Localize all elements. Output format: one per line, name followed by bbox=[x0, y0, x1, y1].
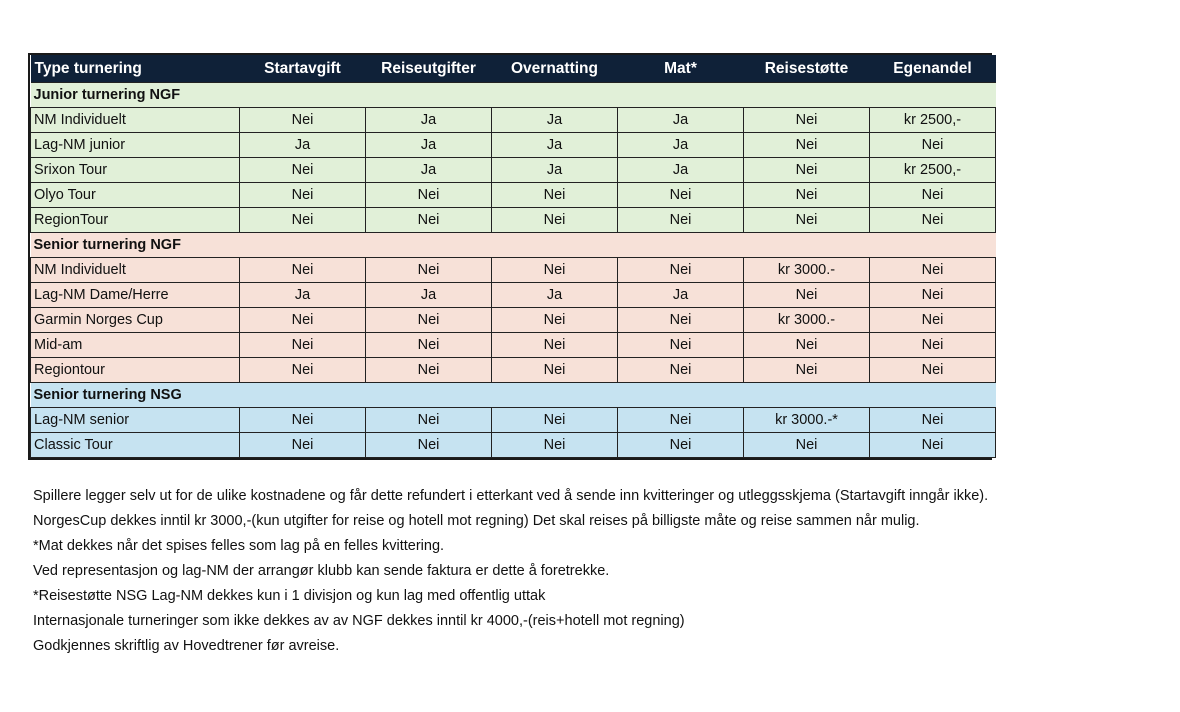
table-cell: Nei bbox=[618, 208, 744, 233]
table-cell: Nei bbox=[366, 433, 492, 458]
table-cell: Nei bbox=[870, 433, 996, 458]
note-internasjonale: Internasjonale turneringer som ikke dekkes av av NGF dekkes inntil kr 4000,-(reis+hotell mot regning) bbox=[33, 613, 685, 629]
tournament-name-cell: Garmin Norges Cup bbox=[31, 308, 240, 333]
section-header-row bbox=[31, 233, 996, 258]
table-cell: Nei bbox=[366, 333, 492, 358]
header-startavgift: Startavgift bbox=[240, 55, 366, 83]
table-cell: Ja bbox=[240, 283, 366, 308]
table-cell: Ja bbox=[366, 133, 492, 158]
footnotes bbox=[33, 484, 988, 659]
table-cell: Nei bbox=[366, 308, 492, 333]
table-cell: Nei bbox=[240, 183, 366, 208]
table-cell: Nei bbox=[240, 258, 366, 283]
tournament-name-cell: NM Individuelt bbox=[31, 108, 240, 133]
tournament-name-cell: Lag-NM senior bbox=[31, 408, 240, 433]
table-cell: Nei bbox=[492, 308, 618, 333]
table-cell: Nei bbox=[618, 308, 744, 333]
table-cell: Nei bbox=[744, 183, 870, 208]
table-cell: Ja bbox=[366, 158, 492, 183]
table-cell: Nei bbox=[492, 258, 618, 283]
table-cell: Nei bbox=[492, 333, 618, 358]
table-cell: Nei bbox=[492, 208, 618, 233]
table-cell: kr 3000.-* bbox=[744, 408, 870, 433]
table-row bbox=[31, 108, 996, 133]
table-cell: Nei bbox=[744, 108, 870, 133]
table-cell: Nei bbox=[366, 408, 492, 433]
table-row bbox=[31, 183, 996, 208]
table-cell: Nei bbox=[870, 133, 996, 158]
section-title: Senior turnering NSG bbox=[31, 383, 996, 408]
table-cell: Nei bbox=[492, 183, 618, 208]
table-cell: Nei bbox=[870, 258, 996, 283]
table-cell: Nei bbox=[870, 308, 996, 333]
note-reisestotte-nsg: *Reisestøtte NSG Lag-NM dekkes kun i 1 divisjon og kun lag med offentlig uttak bbox=[33, 588, 546, 604]
table-cell: Nei bbox=[492, 358, 618, 383]
table-row bbox=[31, 283, 996, 308]
tournament-name-cell: Lag-NM Dame/Herre bbox=[31, 283, 240, 308]
table-cell: Nei bbox=[744, 133, 870, 158]
table-row bbox=[31, 308, 996, 333]
table-cell: Nei bbox=[870, 358, 996, 383]
table-cell: Nei bbox=[492, 433, 618, 458]
table-cell: Ja bbox=[618, 158, 744, 183]
table-cell: Nei bbox=[618, 408, 744, 433]
tournament-name-cell: Regiontour bbox=[31, 358, 240, 383]
section-header-row bbox=[31, 83, 996, 108]
tournament-name-cell: Mid-am bbox=[31, 333, 240, 358]
table-cell: Nei bbox=[240, 108, 366, 133]
table-cell: Ja bbox=[492, 158, 618, 183]
table-cell: Nei bbox=[744, 433, 870, 458]
table-cell: Nei bbox=[870, 208, 996, 233]
table-cell: Nei bbox=[870, 408, 996, 433]
table-cell: Nei bbox=[744, 333, 870, 358]
table-cell: Ja bbox=[366, 283, 492, 308]
tournament-cost-table bbox=[30, 55, 996, 458]
tournament-name-cell: RegionTour bbox=[31, 208, 240, 233]
table-cell: Ja bbox=[492, 108, 618, 133]
table-cell: Nei bbox=[240, 158, 366, 183]
table-row bbox=[31, 133, 996, 158]
table-cell: Nei bbox=[744, 208, 870, 233]
table-cell: Nei bbox=[744, 358, 870, 383]
tournament-cost-table-container bbox=[28, 53, 992, 460]
note-norgescup: NorgesCup dekkes inntil kr 3000,-(kun utgifter for reise og hotell mot regning) Det skal reises på billigste måte og reise sammen når mulig. bbox=[33, 513, 920, 529]
section-title: Senior turnering NGF bbox=[31, 233, 996, 258]
table-cell: Nei bbox=[618, 333, 744, 358]
table-cell: Nei bbox=[366, 358, 492, 383]
tournament-name-cell: Classic Tour bbox=[31, 433, 240, 458]
tournament-name-cell: Olyo Tour bbox=[31, 183, 240, 208]
table-row bbox=[31, 208, 996, 233]
table-header-row bbox=[31, 55, 996, 83]
header-reiseutgifter: Reiseutgifter bbox=[366, 55, 492, 83]
table-row bbox=[31, 408, 996, 433]
table-cell: Nei bbox=[366, 183, 492, 208]
table-cell: Ja bbox=[618, 133, 744, 158]
table-cell: Nei bbox=[240, 308, 366, 333]
header-reisestotte: Reisestøtte bbox=[744, 55, 870, 83]
section-title: Junior turnering NGF bbox=[31, 83, 996, 108]
header-type-turnering: Type turnering bbox=[31, 55, 240, 83]
table-cell: Ja bbox=[618, 283, 744, 308]
header-egenandel: Egenandel bbox=[870, 55, 996, 83]
table-cell: Nei bbox=[240, 408, 366, 433]
header-mat: Mat* bbox=[618, 55, 744, 83]
table-cell: Ja bbox=[366, 108, 492, 133]
note-mat: *Mat dekkes når det spises felles som lag på en felles kvittering. bbox=[33, 538, 445, 554]
tournament-name-cell: NM Individuelt bbox=[31, 258, 240, 283]
section-header-row bbox=[31, 383, 996, 408]
note-faktura: Ved representasjon og lag-NM der arrangør klubb kan sende faktura er dette å foretrekke. bbox=[33, 563, 610, 579]
table-cell: Nei bbox=[240, 358, 366, 383]
table-cell: Nei bbox=[618, 358, 744, 383]
table-cell: Nei bbox=[744, 283, 870, 308]
table-cell: Nei bbox=[870, 283, 996, 308]
table-cell: kr 2500,- bbox=[870, 158, 996, 183]
table-cell: Nei bbox=[744, 158, 870, 183]
note-refund: Spillere legger selv ut for de ulike kostnadene og får dette refundert i etterkant ved å sende inn kvitteringer og utleggsskjema (Startavgift inngår ikke). bbox=[33, 488, 989, 504]
table-row bbox=[31, 158, 996, 183]
table-cell: Ja bbox=[492, 133, 618, 158]
table-cell: Ja bbox=[618, 108, 744, 133]
table-cell: Nei bbox=[240, 433, 366, 458]
table-cell: kr 2500,- bbox=[870, 108, 996, 133]
table-cell: Nei bbox=[366, 208, 492, 233]
table-row bbox=[31, 358, 996, 383]
note-godkjennes: Godkjennes skriftlig av Hovedtrener før avreise. bbox=[33, 638, 340, 654]
table-cell: Nei bbox=[366, 258, 492, 283]
table-cell: Nei bbox=[492, 408, 618, 433]
table-cell: Ja bbox=[240, 133, 366, 158]
table-cell: kr 3000.- bbox=[744, 258, 870, 283]
table-cell: Ja bbox=[492, 283, 618, 308]
table-cell: Nei bbox=[240, 208, 366, 233]
table-cell: Nei bbox=[870, 333, 996, 358]
table-row bbox=[31, 333, 996, 358]
table-body bbox=[31, 83, 996, 458]
table-cell: Nei bbox=[618, 258, 744, 283]
tournament-name-cell: Srixon Tour bbox=[31, 158, 240, 183]
table-cell: Nei bbox=[618, 433, 744, 458]
tournament-name-cell: Lag-NM junior bbox=[31, 133, 240, 158]
table-cell: Nei bbox=[240, 333, 366, 358]
header-overnatting: Overnatting bbox=[492, 55, 618, 83]
table-cell: Nei bbox=[618, 183, 744, 208]
table-cell: kr 3000.- bbox=[744, 308, 870, 333]
table-cell: Nei bbox=[870, 183, 996, 208]
table-row bbox=[31, 433, 996, 458]
table-row bbox=[31, 258, 996, 283]
